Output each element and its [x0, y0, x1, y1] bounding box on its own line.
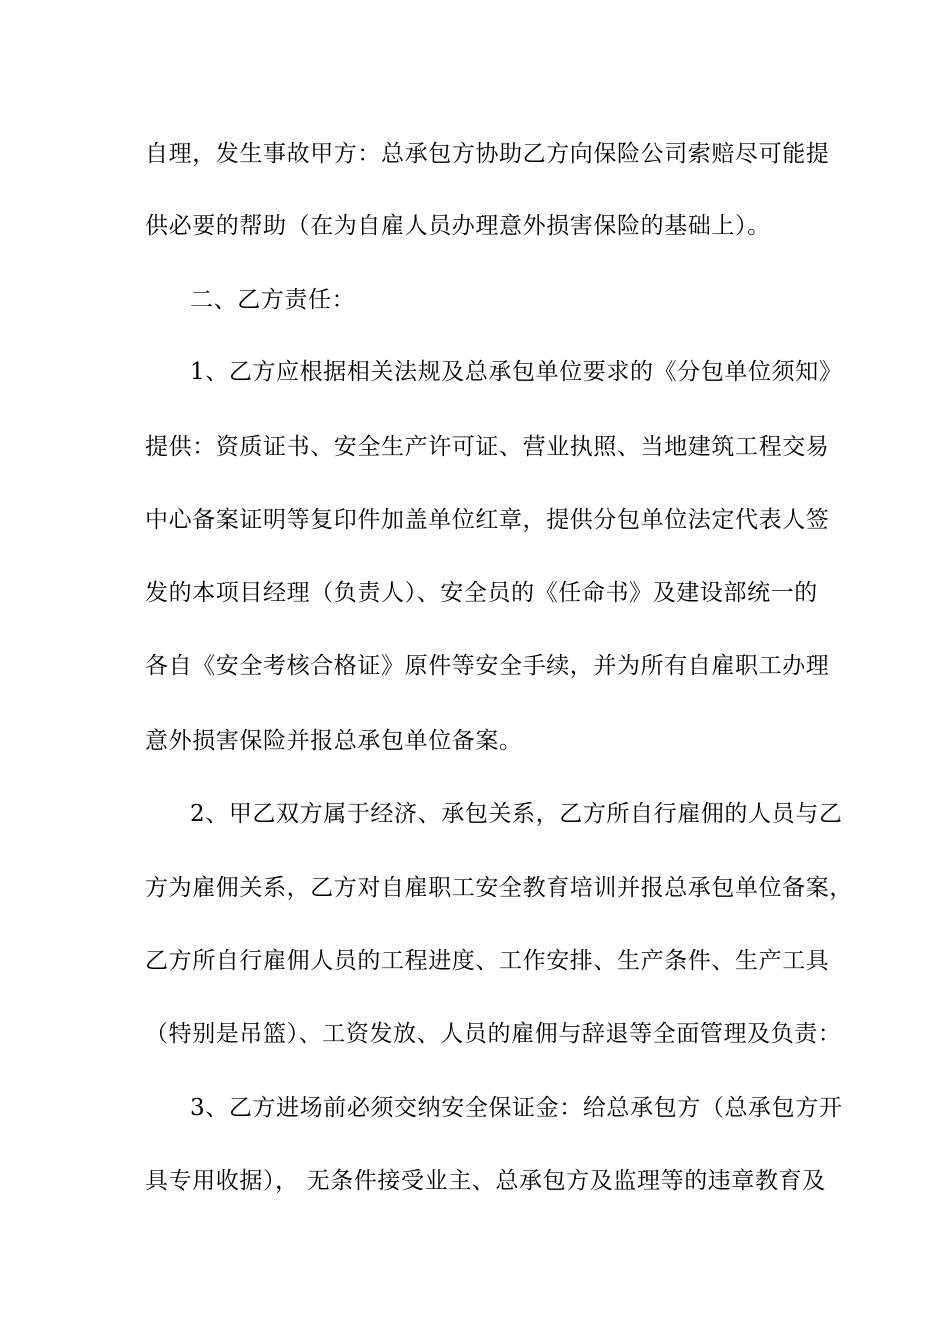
text-line-10: 2、甲乙双方属于经济、承包关系，乙方所自行雇佣的人员与乙: [190, 801, 843, 827]
text-line-4: 1、乙方应根据相关法规及总承包单位要求的《分包单位须知》: [190, 359, 843, 385]
text-line-8: 各自《安全考核合格证》原件等安全手续，并为所有自雇职工办理: [145, 653, 830, 679]
text-line-15: 具专用收据）， 无条件接受业主、总承包方及监理等的违章教育及: [145, 1168, 826, 1194]
text-line-5: 提供：资质证书、安全生产许可证、营业执照、当地建筑工程交易: [145, 434, 830, 460]
text-line-12: 乙方所自行雇佣人员的工程进度、工作安排、生产条件、生产工具: [145, 948, 830, 974]
text-line-13: （特别是吊篮）、工资发放、人员的雇佣与辞退等全面管理及负责：: [145, 1021, 842, 1047]
text-line-11: 方为雇佣关系，乙方对自雇职工安全教育培训并报总承包单位备案，: [145, 875, 853, 901]
text-line-2: 供必要的帮助（在为自雇人员办理意外损害保险的基础上）。: [145, 213, 771, 239]
text-line-1: 自理，发生事故甲方：总承包方协助乙方向保险公司索赔尽可能提: [145, 141, 830, 167]
text-line-6: 中心备案证明等复印件加盖单位红章，提供分包单位法定代表人签: [145, 507, 830, 533]
section-heading: 二、乙方责任：: [190, 287, 356, 313]
text-line-14: 3、乙方进场前必须交纳安全保证金：给总承包方（总承包方开: [190, 1095, 843, 1121]
text-line-9: 意外损害保险并报总承包单位备案。: [145, 728, 523, 754]
text-line-7: 发的本项目经理（负责人）、安全员的《任命书》及建设部统一的: [145, 580, 818, 606]
